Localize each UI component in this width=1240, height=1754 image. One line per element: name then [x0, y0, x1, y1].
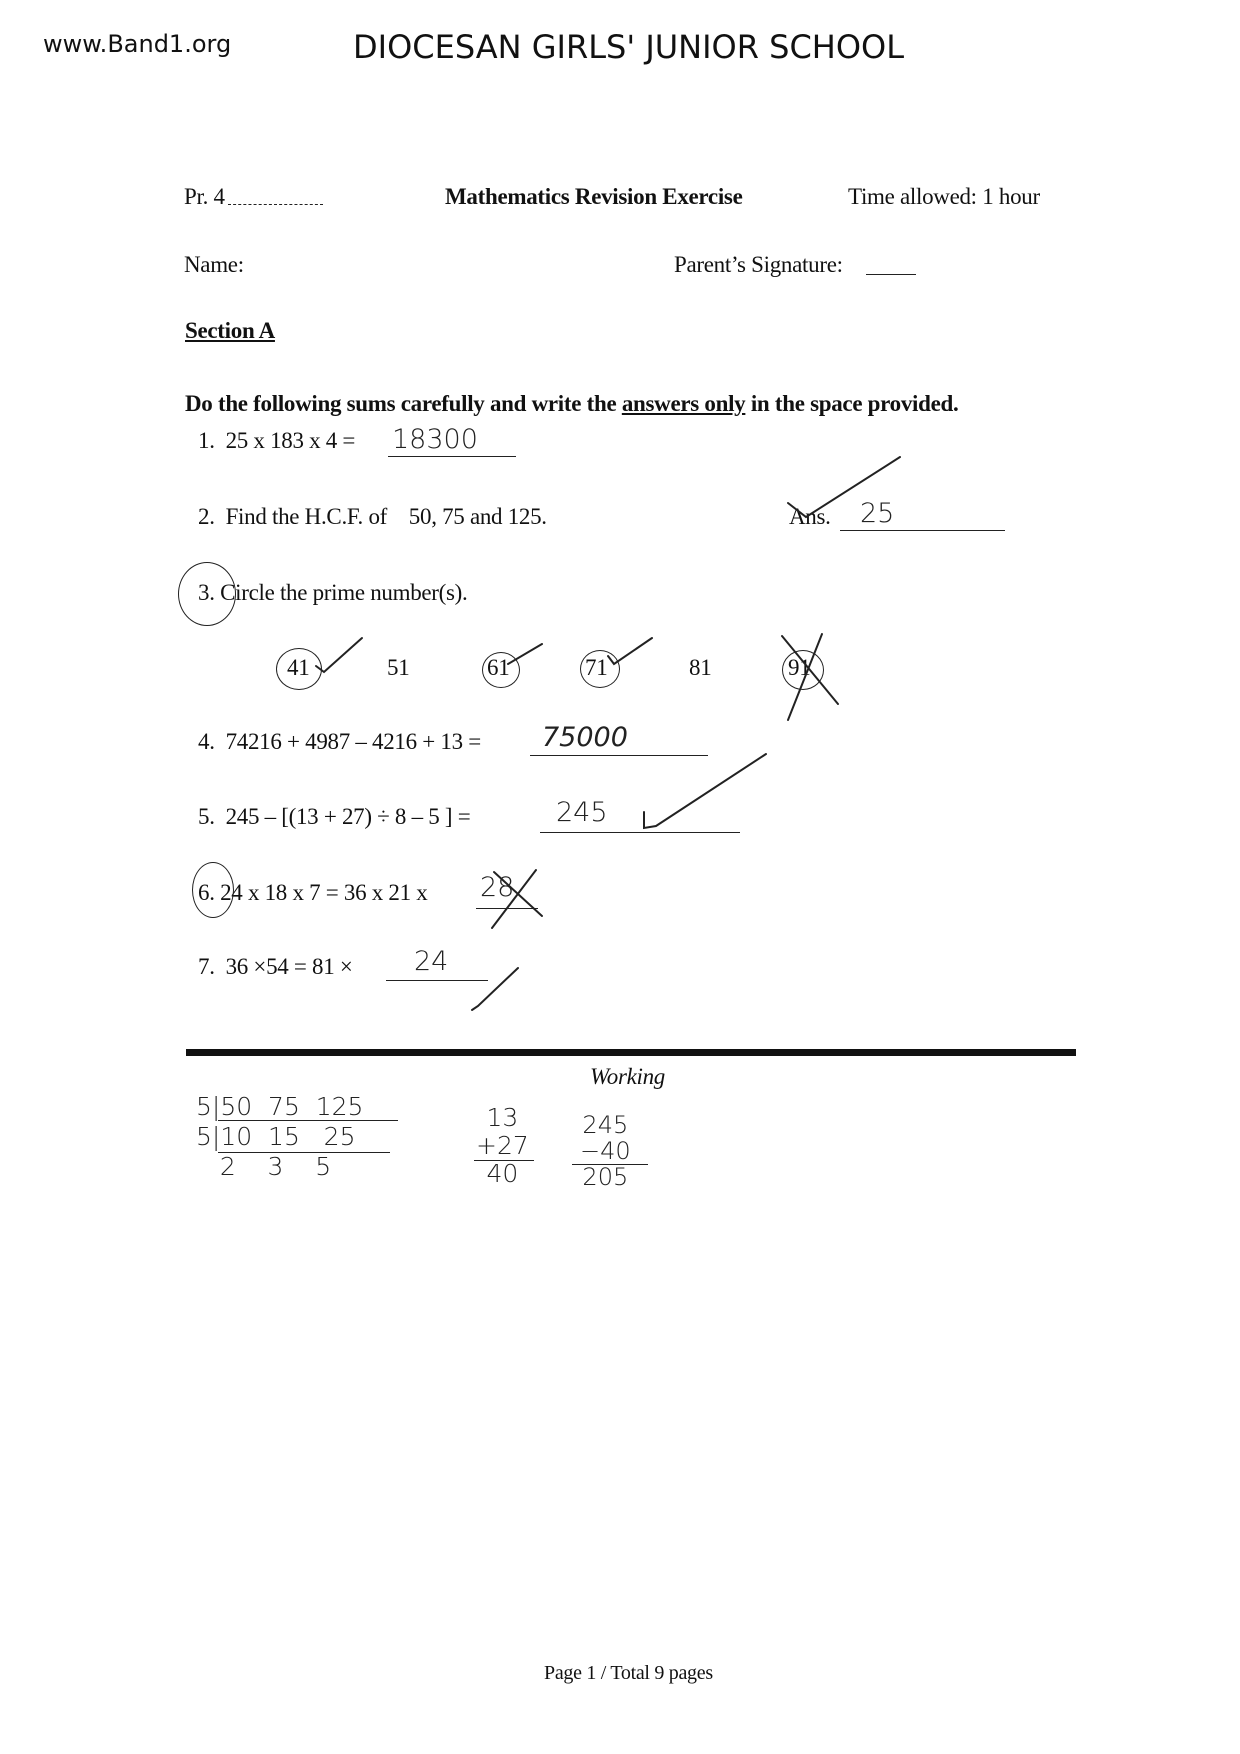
- tick-mark: [508, 642, 544, 672]
- cross-mark: [780, 632, 840, 722]
- option-81: 81: [689, 655, 712, 680]
- section-heading: Section A: [185, 318, 275, 343]
- paper-title: Mathematics Revision Exercise: [445, 184, 743, 209]
- question-3: 3. Circle the prime number(s).: [198, 580, 468, 605]
- option-61: 61: [487, 655, 510, 680]
- question-7: 7. 36 ×54 = 81 ×: [198, 954, 353, 979]
- tick-mark: [640, 752, 770, 832]
- instruction-text-end: in the space provided.: [745, 391, 959, 416]
- signature-label: Parent’s Signature:: [674, 252, 843, 277]
- answer-5: 245: [556, 797, 608, 828]
- instructions: [185, 391, 959, 417]
- tick-mark: [788, 455, 908, 525]
- option-71: 71: [585, 655, 608, 680]
- answer-4: 75000: [542, 722, 628, 753]
- question-2: 2. Find the H.C.F. of 50, 75 and 125.: [198, 504, 547, 529]
- instruction-text: Do the following sums carefully and write the: [185, 391, 622, 416]
- tick-mark: [316, 636, 366, 676]
- cross-mark: [490, 868, 550, 930]
- option-51: 51: [387, 655, 410, 680]
- question-circle: [178, 562, 236, 626]
- page-footer: Page 1 / Total 9 pages: [544, 1662, 713, 1684]
- instruction-emphasis: answers only: [621, 391, 746, 416]
- tick-mark: [608, 636, 654, 672]
- name-label: Name:: [184, 252, 244, 277]
- time-allowed: Time allowed: 1 hour: [848, 184, 1040, 209]
- subtraction-working: 245 −40 205: [580, 1111, 631, 1191]
- answer-6: 28: [480, 872, 515, 903]
- question-circle: [192, 862, 234, 918]
- question-6: 6. 24 x 18 x 7 = 36 x 21 x: [198, 880, 428, 905]
- school-name: DIOCESAN GIRLS' JUNIOR SCHOOL: [353, 28, 905, 66]
- question-1: 1. 25 x 183 x 4 =: [198, 428, 356, 453]
- answer-7: 24: [414, 946, 449, 977]
- question-4: 4. 74216 + 4987 – 4216 + 13 =: [198, 729, 481, 754]
- working-divider: [186, 1049, 1076, 1056]
- option-41: 41: [287, 655, 310, 680]
- class-label: Pr. 4: [184, 184, 225, 209]
- website-label: www.Band1.org: [43, 30, 232, 58]
- answer-1: 18300: [392, 424, 478, 455]
- question-5: 5. 245 – [(13 + 27) ÷ 8 – 5 ] =: [198, 804, 471, 829]
- working-label: Working: [590, 1064, 665, 1089]
- tick-mark: [470, 966, 520, 1016]
- option-91: 91: [788, 655, 811, 680]
- answer-2: 25: [860, 498, 895, 529]
- hcf-working: 5|50 75 125 5|10 15 25 2 3 5: [196, 1092, 364, 1181]
- addition-working: 13 +27 40: [476, 1103, 529, 1188]
- ans-label: Ans.: [789, 504, 831, 529]
